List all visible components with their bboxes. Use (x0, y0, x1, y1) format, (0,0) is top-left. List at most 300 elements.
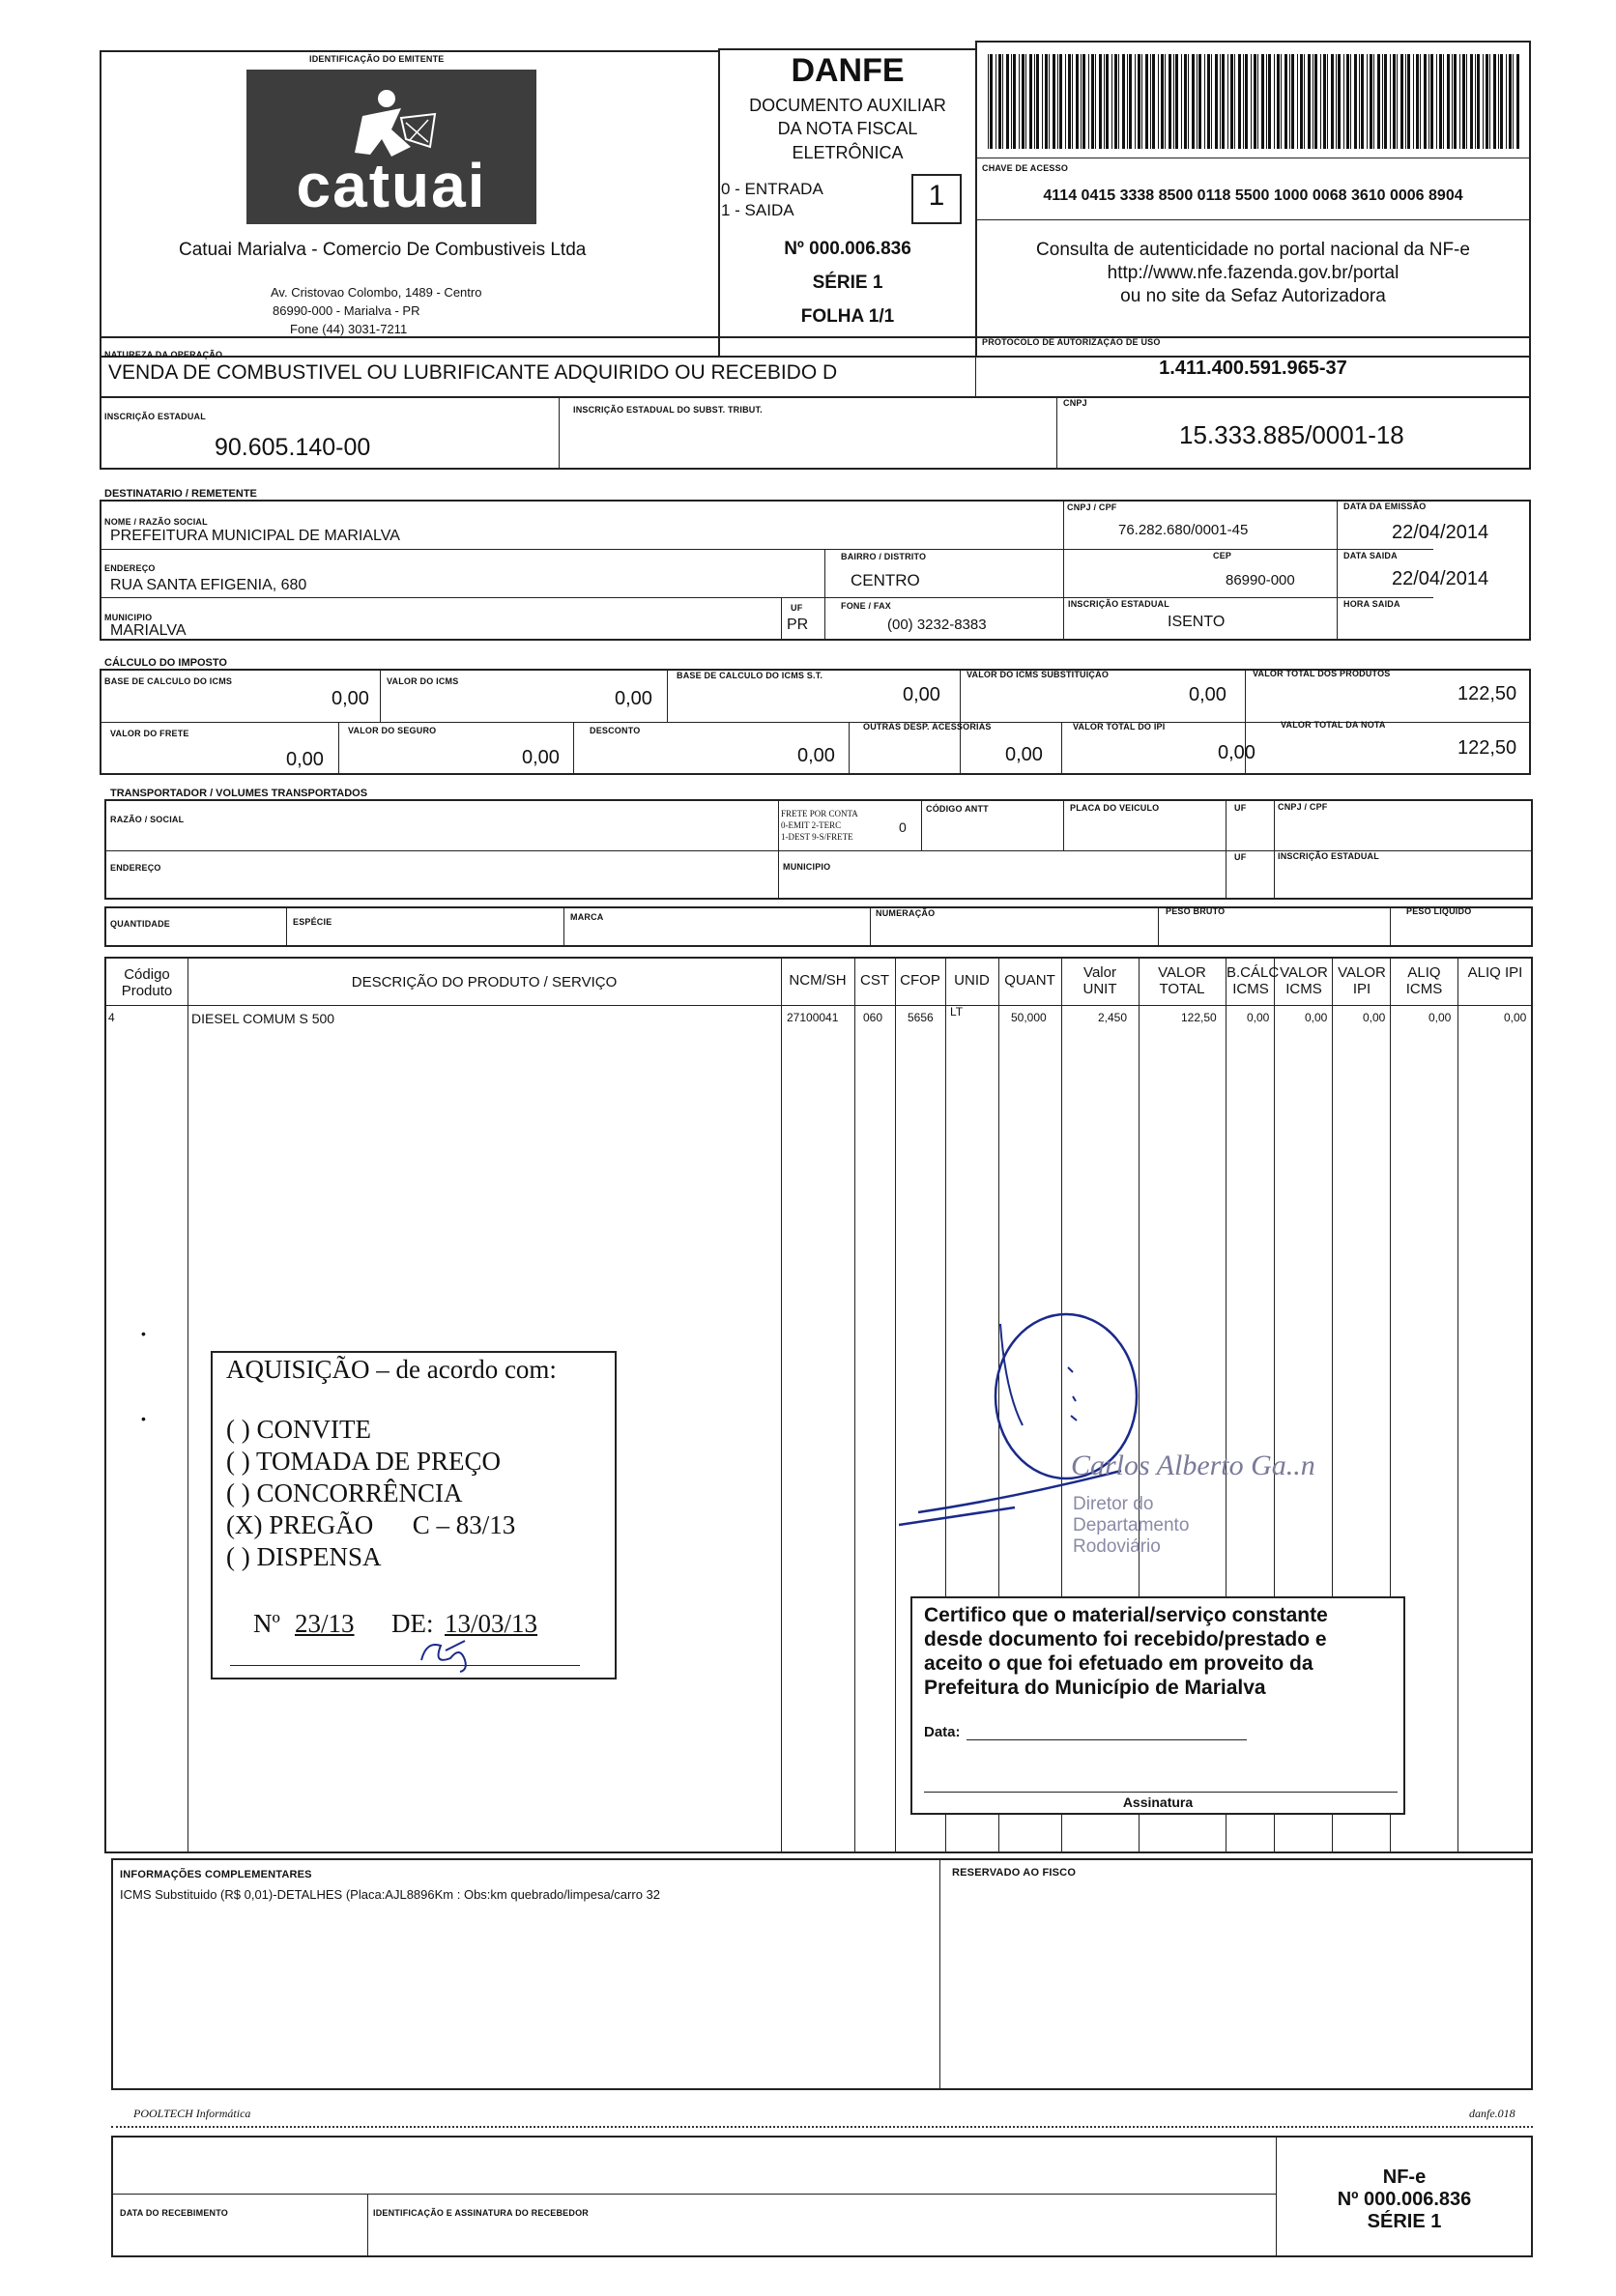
barcode-bar (1002, 54, 1003, 149)
barcode-bar (1289, 54, 1290, 149)
barcode-bar (1390, 54, 1391, 149)
tax-products-label: VALOR TOTAL DOS PRODUTOS (1253, 669, 1391, 678)
operation-value: VENDA DE COMBUSTIVEL OU LUBRIFICANTE ADQUIRIDO OU RECEBIDO D (108, 361, 838, 384)
barcode-bar (1314, 54, 1317, 149)
th-unid: UNID (954, 972, 990, 989)
barcode-bar (1118, 54, 1119, 149)
stamp-date: DE: (391, 1609, 434, 1638)
danfe-saida: 1 - SAIDA (721, 201, 794, 219)
barcode-bar (1006, 54, 1009, 149)
barcode-bar (1081, 54, 1082, 149)
barcode-bar (1430, 54, 1433, 149)
barcode-bar (1370, 54, 1372, 149)
divider (1158, 906, 1159, 947)
barcode-bar (1304, 54, 1305, 149)
tr-freight-l1: FRETE POR CONTA (781, 809, 858, 818)
rec-exit: 22/04/2014 (1392, 568, 1489, 589)
barcode-bar (1338, 54, 1341, 149)
barcode-bar (988, 54, 989, 149)
th-bcicms: B.CÁLC ICMS (1226, 964, 1280, 997)
receipt-sign-label: IDENTIFICAÇÃO E ASSINATURA DO RECEBEDOR (373, 2208, 589, 2218)
divider (1056, 396, 1057, 470)
barcode-bar (1300, 54, 1303, 149)
divider (781, 957, 782, 1853)
barcode-bar (1359, 54, 1360, 149)
barcode-bar (1320, 54, 1321, 149)
barcode-bar (1057, 54, 1058, 149)
tr-plate-label: PLACA DO VEICULO (1070, 803, 1160, 813)
tax-insurance: 0,00 (522, 747, 560, 768)
barcode-bar (1424, 54, 1427, 149)
barcode-bar (1099, 54, 1102, 149)
divider (338, 722, 339, 775)
tax-other-label: OUTRAS DESP. ACESSORIAS (863, 722, 992, 732)
tax-base-icms-label: BASE DE CALCULO DO ICMS (104, 676, 233, 686)
mark-dot: • (141, 1411, 146, 1426)
barcode-bar (1513, 54, 1514, 149)
barcode-bar (1104, 54, 1105, 149)
fisco-label: RESERVADO AO FISCO (952, 1867, 1077, 1879)
row-cst: 060 (863, 1011, 883, 1024)
mark-dot: • (141, 1326, 146, 1341)
access-key: 4114 0415 3338 8500 0118 5500 1000 0068 3610 0006 8904 (1043, 187, 1463, 204)
tax-icms-label: VALOR DO ICMS (387, 676, 459, 686)
rec-phone: (00) 3232-8383 (887, 617, 987, 633)
barcode-bar (1088, 54, 1089, 149)
barcode-bar (1150, 54, 1151, 149)
barcode-bar (1336, 54, 1337, 149)
tr-antt-label: CÓDIGO ANTT (926, 804, 989, 814)
emitter-address: Av. Cristovao Colombo, 1489 - Centro (271, 285, 482, 300)
divider (559, 396, 560, 470)
row-aipi: 0,00 (1504, 1011, 1527, 1024)
rec-emission-label: DATA DA EMISSÃO (1343, 502, 1427, 511)
th-desc: DESCRIÇÃO DO PRODUTO / SERVIÇO (351, 974, 618, 990)
divider (939, 1858, 940, 2090)
barcode-bar (1281, 54, 1282, 149)
barcode-bar (1397, 54, 1398, 149)
barcode-bar (1268, 54, 1271, 149)
barcode-bar (1493, 54, 1496, 149)
logo-text: catuai (296, 151, 487, 220)
barcode-bar (1138, 54, 1140, 149)
rec-city: MARIALVA (110, 622, 187, 639)
barcode-bar (1489, 54, 1490, 149)
divider (1337, 500, 1338, 641)
danfe-numero: Nº 000.006.836 (784, 239, 911, 259)
tr-cnpj-label: CNPJ / CPF (1278, 802, 1328, 812)
barcode-bar (1254, 54, 1256, 149)
rec-address-label: ENDEREÇO (104, 563, 156, 573)
rec-district-label: BAIRRO / DISTRITO (841, 552, 927, 561)
divider (1061, 722, 1062, 775)
barcode-bar (1042, 54, 1043, 149)
tax-discount: 0,00 (797, 745, 835, 766)
barcode-bar (1470, 54, 1473, 149)
access-label: CHAVE DE ACESSO (982, 163, 1069, 173)
barcode-bar (1436, 54, 1437, 149)
stamp-date-val: 13/03/13 (445, 1609, 538, 1638)
row-quant: 50,000 (1011, 1011, 1047, 1024)
barcode-bar (1165, 54, 1166, 149)
tr-freight-l3: 1-DEST 9-S/FRETE (781, 832, 853, 842)
barcode-bar (1354, 54, 1357, 149)
barcode-bar (1367, 54, 1368, 149)
divider (895, 957, 896, 1853)
th-vipi: VALOR IPI (1338, 964, 1386, 997)
rec-cnpj: 76.282.680/0001-45 (1118, 522, 1249, 538)
divider (104, 1005, 1533, 1006)
tax-products: 122,50 (1457, 683, 1517, 704)
cert-date: Data: (924, 1724, 961, 1740)
barcode-bar (1500, 54, 1503, 149)
barcode-bar (1428, 54, 1429, 149)
rec-district: CENTRO (851, 571, 920, 589)
rec-address: RUA SANTA EFIGENIA, 680 (110, 577, 307, 593)
barcode-bar (1127, 54, 1128, 149)
barcode-bar (1034, 54, 1035, 149)
danfe-folha: FOLHA 1/1 (800, 306, 895, 327)
row-vipi: 0,00 (1363, 1011, 1386, 1024)
danfe-entrada: 0 - ENTRADA (721, 180, 823, 198)
rec-name-label: NOME / RAZÃO SOCIAL (104, 517, 208, 527)
barcode-bar (1072, 54, 1073, 149)
footer-num: Nº 000.006.836 (1337, 2189, 1472, 2210)
barcode-bar (1447, 54, 1450, 149)
barcode-bar (1207, 54, 1210, 149)
protocol-label: PROTOCOLO DE AUTORIZAÇÃO DE USO (982, 337, 1161, 347)
tr-number-label: NUMERAÇÃO (876, 908, 936, 918)
divider (824, 549, 825, 641)
divider (854, 957, 855, 1853)
barcode-bar (1227, 54, 1228, 149)
ie-value: 90.605.140-00 (215, 434, 371, 461)
barcode-bar (1173, 54, 1174, 149)
barcode-bar (1452, 54, 1453, 149)
barcode-bar (1122, 54, 1125, 149)
barcode-bar (1158, 54, 1159, 149)
row-unid: LT (950, 1005, 964, 1019)
divider (1457, 957, 1458, 1853)
divider (100, 549, 1433, 550)
tax-base-st-label: BASE DE CALCULO DO ICMS S.T. (677, 671, 823, 680)
divider (111, 2194, 1276, 2195)
sig-role: Diretor do Departamento Rodoviário (1073, 1494, 1190, 1557)
th-ncm: NCM/SH (789, 972, 847, 989)
operation-label: NATUREZA DA OPERAÇÃO (104, 350, 223, 359)
tax-discount-label: DESCONTO (590, 726, 641, 735)
barcode-bar (1413, 54, 1414, 149)
barcode-bar (1036, 54, 1039, 149)
divider (967, 1739, 1247, 1740)
tax-icms: 0,00 (615, 688, 652, 709)
barcode-bar (1443, 54, 1444, 149)
rec-phone-label: FONE / FAX (841, 601, 892, 611)
th-code: Código Produto (121, 966, 173, 999)
barcode-bar (1029, 54, 1032, 149)
stamp-opt2: ( ) TOMADA DE PREÇO (226, 1447, 502, 1476)
danfe-tipo: 1 (928, 180, 945, 212)
danfe-code: danfe.018 (1469, 2107, 1515, 2120)
tax-total: 122,50 (1457, 737, 1517, 759)
barcode-bar (1284, 54, 1287, 149)
barcode-bar (1169, 54, 1171, 149)
cert-l3: aceito o que foi efetuado em proveito da (924, 1652, 1313, 1675)
barcode-bar (1141, 54, 1142, 149)
tax-base-st: 0,00 (903, 684, 940, 705)
barcode-bar (1076, 54, 1079, 149)
th-aipi: ALIQ IPI (1467, 964, 1523, 981)
barcode-bar (1106, 54, 1109, 149)
emitter-phone: Fone (44) 3031-7211 (290, 322, 408, 336)
barcode-bar (1486, 54, 1488, 149)
emitter-logo (246, 70, 536, 224)
row-desc: DIESEL COMUM S 500 (191, 1011, 335, 1026)
tr-address-label: ENDEREÇO (110, 863, 161, 873)
divider (286, 906, 287, 947)
barcode-bar (1291, 54, 1294, 149)
tax-ipi: 0,00 (1218, 742, 1255, 763)
rec-ie: ISENTO (1168, 614, 1226, 630)
barcode-bar (1477, 54, 1480, 149)
barcode-bar (1400, 54, 1403, 149)
tr-ie-label: INSCRIÇÃO ESTADUAL (1278, 851, 1379, 861)
barcode-bar (1257, 54, 1258, 149)
barcode-bar (1197, 54, 1198, 149)
th-cst: CST (860, 972, 889, 989)
barcode-bar (1011, 54, 1012, 149)
divider (1063, 799, 1064, 850)
stamp-opt3: ( ) CONCORRÊNCIA (226, 1478, 463, 1507)
barcode-bar (1475, 54, 1476, 149)
barcode-bar (1095, 54, 1096, 149)
barcode-bar (1331, 54, 1334, 149)
barcode-bar (1114, 54, 1117, 149)
tax-total-label: VALOR TOTAL DA NOTA (1281, 720, 1386, 730)
danfe-line1: DOCUMENTO AUXILIAR (749, 96, 946, 115)
rec-name: PREFEITURA MUNICIPAL DE MARIALVA (110, 528, 400, 544)
barcode-bar (1065, 54, 1066, 149)
barcode-bar (1393, 54, 1396, 149)
barcode-bar (1343, 54, 1344, 149)
barcode-bar (1053, 54, 1055, 149)
cert-l1: Certifico que o material/serviço constante (924, 1604, 1328, 1626)
danfe-serie: SÉRIE 1 (812, 273, 883, 293)
barcode-bar (1405, 54, 1406, 149)
tr-freight-l2: 0-EMIT 2-TERC (781, 820, 842, 830)
divider (849, 722, 850, 775)
divider (781, 597, 782, 641)
barcode-bar (1184, 54, 1187, 149)
tax-section: CÁLCULO DO IMPOSTO (104, 657, 227, 669)
barcode-bar (1407, 54, 1410, 149)
divider (924, 1792, 1398, 1793)
tax-other: 0,00 (1005, 744, 1043, 765)
tr-city-label: MUNICIPIO (783, 862, 831, 872)
stamp-opt1: ( ) CONVITE (226, 1415, 371, 1444)
tr-freight-val: 0 (899, 819, 907, 835)
barcode-bar (1181, 54, 1182, 149)
tax-insurance-label: VALOR DO SEGURO (348, 726, 437, 735)
divider (1063, 549, 1064, 641)
tax-ipi-label: VALOR TOTAL DO IPI (1073, 722, 1166, 732)
divider (380, 669, 381, 722)
rec-uf: PR (787, 617, 809, 633)
barcode-bar (1059, 54, 1062, 149)
barcode-bar (1454, 54, 1457, 149)
cnpj-label: CNPJ (1063, 398, 1087, 408)
tax-freight-label: VALOR DO FRETE (110, 729, 189, 738)
barcode-bar (1277, 54, 1280, 149)
th-vtotal: VALOR TOTAL (1158, 964, 1206, 997)
ie-label: INSCRIÇÃO ESTADUAL (104, 412, 206, 421)
divider (100, 597, 1433, 598)
divider (1063, 500, 1064, 549)
barcode-bar (1243, 54, 1244, 149)
barcode-bar (1175, 54, 1178, 149)
emitter-label: IDENTIFICAÇÃO DO EMITENTE (309, 54, 445, 64)
barcode-bar (1198, 54, 1201, 149)
th-vunit: Valor UNIT (1082, 964, 1117, 997)
access-consult2: http://www.nfe.fazenda.gov.br/portal (1107, 263, 1400, 283)
rec-cnpj-label: CNPJ / CPF (1067, 502, 1117, 512)
transport-section: TRANSPORTADOR / VOLUMES TRANSPORTADOS (110, 788, 368, 799)
info-text: ICMS Substituido (R$ 0,01)-DETALHES (Placa:AJL8896Km : Obs:km quebrado/limpesa/carro 32 (120, 1887, 660, 1902)
barcode-bar (990, 54, 993, 149)
barcode-bar (1483, 54, 1484, 149)
tr-brand-label: MARCA (570, 912, 604, 922)
tr-uf2-label: UF (1234, 852, 1247, 862)
barcode-bar (1082, 54, 1085, 149)
divider (667, 669, 668, 722)
barcode-bar (1416, 54, 1419, 149)
barcode-bar (1215, 54, 1218, 149)
th-quant: QUANT (1004, 972, 1055, 989)
divider (921, 799, 922, 850)
stamp-opt4: (X) PREGÃO C – 83/13 (226, 1510, 516, 1539)
info-label: INFORMAÇÕES COMPLEMENTARES (120, 1869, 312, 1880)
tr-uf-label: UF (1234, 803, 1247, 813)
barcode-bar (1274, 54, 1275, 149)
th-cfop: CFOP (900, 972, 940, 989)
access-consult1: Consulta de autenticidade no portal nacional da NF-e (1036, 240, 1470, 260)
divider (230, 1665, 580, 1666)
cert-sign: Assinatura (1122, 1794, 1194, 1810)
barcode-bar (1234, 54, 1235, 149)
barcode-bar (1509, 54, 1512, 149)
software-credit: POOLTECH Informática (133, 2107, 251, 2120)
stamp-num-val: 23/13 (295, 1609, 355, 1638)
barcode-bar (1516, 54, 1519, 149)
recipient-box (100, 500, 1531, 641)
tr-name-label: RAZÃO / SOCIAL (110, 815, 185, 824)
cut-line (111, 2126, 1533, 2128)
danfe-line3: ELETRÔNICA (792, 143, 904, 162)
row-cfop: 5656 (908, 1011, 934, 1024)
barcode-bar (1506, 54, 1507, 149)
row-ncm: 27100041 (787, 1011, 839, 1024)
row-aicms: 0,00 (1428, 1011, 1452, 1024)
barcode-bar (1297, 54, 1298, 149)
initials-signature-icon (412, 1631, 489, 1679)
tr-net-label: PESO LIQUIDO (1406, 906, 1472, 916)
barcode-bar (1135, 54, 1136, 149)
tr-qty-label: QUANTIDADE (110, 919, 170, 929)
barcode-bar (1462, 54, 1465, 149)
rec-city-label: MUNICIPIO (104, 613, 153, 622)
tr-species-label: ESPÉCIE (293, 917, 332, 927)
rec-cep: 86990-000 (1226, 572, 1295, 588)
barcode-bar (1025, 54, 1026, 149)
stamp-title: AQUISIÇÃO – de acordo com: (226, 1355, 557, 1384)
barcode-bar (1361, 54, 1364, 149)
barcode-bar (1384, 54, 1387, 149)
receipt-date-label: DATA DO RECEBIMENTO (120, 2208, 228, 2218)
barcode-bar (1161, 54, 1164, 149)
barcode-bar (1230, 54, 1233, 149)
barcode-icon (988, 54, 1519, 149)
barcode-bar (1346, 54, 1349, 149)
danfe-line2: DA NOTA FISCAL (777, 119, 918, 138)
divider (1274, 799, 1275, 900)
cnpj-value: 15.333.885/0001-18 (1179, 420, 1404, 449)
barcode-bar (1266, 54, 1267, 149)
barcode-bar (1498, 54, 1499, 149)
barcode-bar (1308, 54, 1311, 149)
tax-base-icms: 0,00 (332, 688, 369, 709)
barcode-bar (1045, 54, 1048, 149)
rec-ie-label: INSCRIÇÃO ESTADUAL (1068, 599, 1169, 609)
danfe-title: DANFE (791, 52, 905, 89)
barcode-bar (1091, 54, 1094, 149)
barcode-bar (1466, 54, 1467, 149)
barcode-bar (1152, 54, 1155, 149)
barcode-bar (1019, 54, 1020, 149)
footer-nfe: NF-e (1382, 2167, 1427, 2188)
row-vicms: 0,00 (1305, 1011, 1328, 1024)
barcode-bar (1350, 54, 1351, 149)
stamp-opt5: ( ) DISPENSA (226, 1542, 382, 1571)
divider (870, 906, 871, 947)
ie-st-label: INSCRIÇÃO ESTADUAL DO SUBST. TRIBUT. (573, 405, 763, 415)
barcode-bar (998, 54, 1001, 149)
footer-serie: SÉRIE 1 (1367, 2211, 1442, 2232)
cert-l2: desde documento foi recebido/prestado e (924, 1628, 1327, 1650)
tax-freight: 0,00 (286, 749, 324, 770)
tr-gross-label: PESO BRUTO (1166, 906, 1226, 916)
barcode-bar (1382, 54, 1383, 149)
barcode-bar (1220, 54, 1221, 149)
barcode-bar (1373, 54, 1374, 149)
barcode-bar (1251, 54, 1252, 149)
barcode-bar (1204, 54, 1205, 149)
th-vicms: VALOR ICMS (1280, 964, 1328, 997)
barcode-bar (1068, 54, 1071, 149)
divider (975, 219, 1531, 220)
barcode-bar (1145, 54, 1148, 149)
barcode-bar (1013, 54, 1016, 149)
th-aicms: ALIQ ICMS (1405, 964, 1443, 997)
barcode-bar (1420, 54, 1421, 149)
protocol-value: 1.411.400.591.965-37 (1159, 358, 1347, 379)
divider (563, 906, 564, 947)
barcode-bar (1323, 54, 1326, 149)
row-code: 4 (108, 1011, 115, 1024)
barcode-bar (1111, 54, 1112, 149)
row-bcicms: 0,00 (1247, 1011, 1270, 1024)
barcode-bar (1129, 54, 1132, 149)
barcode-bar (1459, 54, 1460, 149)
